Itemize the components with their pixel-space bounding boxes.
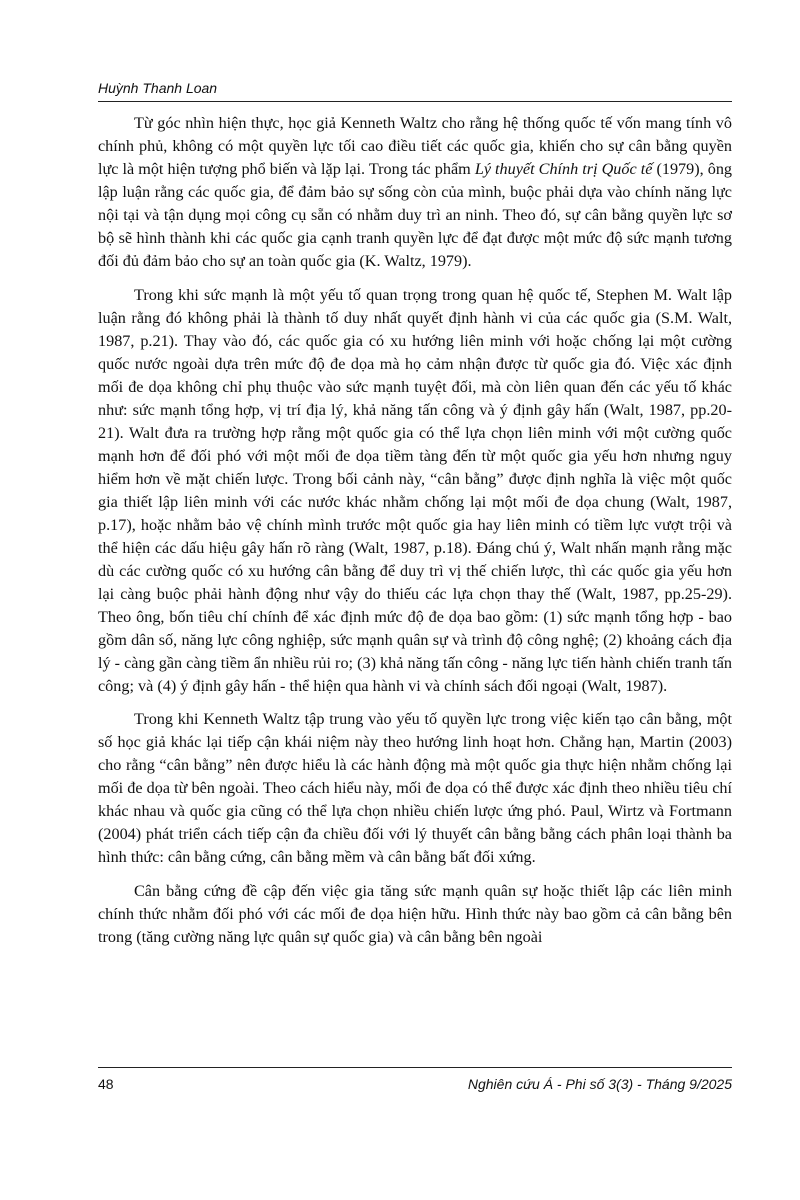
- body-text: [98, 112, 732, 959]
- book-title: Lý thuyết Chính trị Quốc tế: [474, 160, 653, 178]
- paragraph: [98, 284, 732, 698]
- footer-rule: [98, 1067, 732, 1068]
- paragraph-text: Trong khi sức mạnh là một yếu tố quan trọng trong quan hệ quốc tế, Stephen M. Walt lập luận rằng đó không phải là thành tố duy nhất quyết định hành vi của các quốc gia (S.M. Walt, 1987, p.21). Thay vào đó, các quốc gia có xu hướng liên minh với hoặc chống lại một cường quốc nước ngoài dựa trên mức độ đe dọa mà họ cảm nhận được từ quốc gia đó. Việc xác định mối đe dọa không chỉ phụ thuộc vào sức mạnh tuyệt đối, mà còn liên quan đến các yếu tố khác như: sức mạnh tổng hợp, vị trí địa lý, khả năng tấn công và ý định gây hấn (Walt, 1987, pp.20-21). Walt đưa ra trường hợp rằng một quốc gia có thể lựa chọn liên minh với một cường quốc mạnh hơn để đối phó với một mối đe dọa tiềm tàng đến từ một quốc gia yếu hơn nhưng nguy hiểm hơn về mặt chiến lược. Trong bối cảnh này, “cân bằng” được định nghĩa là việc một quốc gia thiết lập liên minh với các nước khác nhằm chống lại một mối đe dọa chung (Walt, 1987, p.17), hoặc nhằm bảo vệ chính mình trước một quốc gia hay liên minh có tiềm lực vượt trội và thể hiện các dấu hiệu gây hấn rõ ràng (Walt, 1987, p.18). Đáng chú ý, Walt nhấn mạnh rằng mặc dù các cường quốc có xu hướng cân bằng để duy trì vị thế chiến lược, thì các quốc gia yếu hơn lại càng buộc phải hành động như vậy do thiếu các lựa chọn thay thế (Walt, 1987, pp.25-29). Theo ông, bốn tiêu chí chính để xác định mức độ đe dọa bao gồm: (1) sức mạnh tổng hợp - bao gồm dân số, năng lực công nghiệp, sức mạnh quân sự và trình độ công nghệ; (2) khoảng cách địa lý - càng gần càng tiềm ẩn nhiều rủi ro; (3) khả năng tấn công - năng lực tiến hành chiến tranh tấn công; và (4) ý định gây hấn - thể hiện qua hành vi và chính sách đối ngoại (Walt, 1987).: [98, 285, 732, 695]
- paragraph-text: (1979), ông lập luận rằng các quốc gia, để đảm bảo sự sống còn của mình, buộc phải dựa vào chính năng lực nội tại và tận dụng mọi công cụ sẵn có nhằm duy trì an ninh. Theo đó, sự cân bằng quyền lực sơ bộ sẽ hình thành khi các quốc gia cạnh tranh quyền lực để đạt được một mức độ sức mạnh tương đối đủ đảm bảo cho sự an toàn quốc gia (K. Waltz, 1979).: [98, 160, 733, 270]
- paragraph-text: Trong khi Kenneth Waltz tập trung vào yếu tố quyền lực trong việc kiến tạo cân bằng, một số học giả khác lại tiếp cận khái niệm này theo hướng linh hoạt hơn. Chẳng hạn, Martin (2003) cho rằng “cân bằng” nên được hiểu là các hành động mà một quốc gia thực hiện nhằm chống lại mối đe dọa từ bên ngoài. Theo cách hiểu này, mối đe dọa có thể được xác định theo nhiều tiêu chí khác nhau và quốc gia cũng có thể lựa chọn nhiều chiến lược ứng phó. Paul, Wirtz và Fortmann (2004) phát triển cách tiếp cận đa chiều đối với lý thuyết cân bằng bằng cách phân loại thành ba hình thức: cân bằng cứng, cân bằng mềm và cân bằng bất đối xứng.: [98, 710, 732, 866]
- header-rule: [98, 101, 732, 102]
- paragraph-text: Từ góc nhìn hiện thực, học giả Kenneth Waltz cho rằng hệ thống quốc tế vốn mang tính vô chính phủ, không có một quyền lực tối cao điều tiết các quốc gia, khiến cho sự cân bằng quyền lực là một hiện tượng phổ biến và lặp lại. Trong tác phẩm: [98, 114, 732, 178]
- paragraph-text: Cân bằng cứng đề cập đến việc gia tăng sức mạnh quân sự hoặc thiết lập các liên minh chính thức nhằm đối phó với các mối đe dọa hiện hữu. Hình thức này bao gồm cả cân bằng bên trong (tăng cường năng lực quân sự quốc gia) và cân bằng bên ngoài: [98, 881, 732, 946]
- paragraph: [98, 112, 732, 273]
- journal-info: Nghiên cứu Á - Phi số 3(3) - Tháng 9/2025: [467, 1076, 732, 1092]
- page-number: 48: [98, 1076, 114, 1092]
- paragraph: [98, 708, 732, 869]
- running-header-author: Huỳnh Thanh Loan: [98, 80, 218, 96]
- paragraph: [98, 880, 732, 949]
